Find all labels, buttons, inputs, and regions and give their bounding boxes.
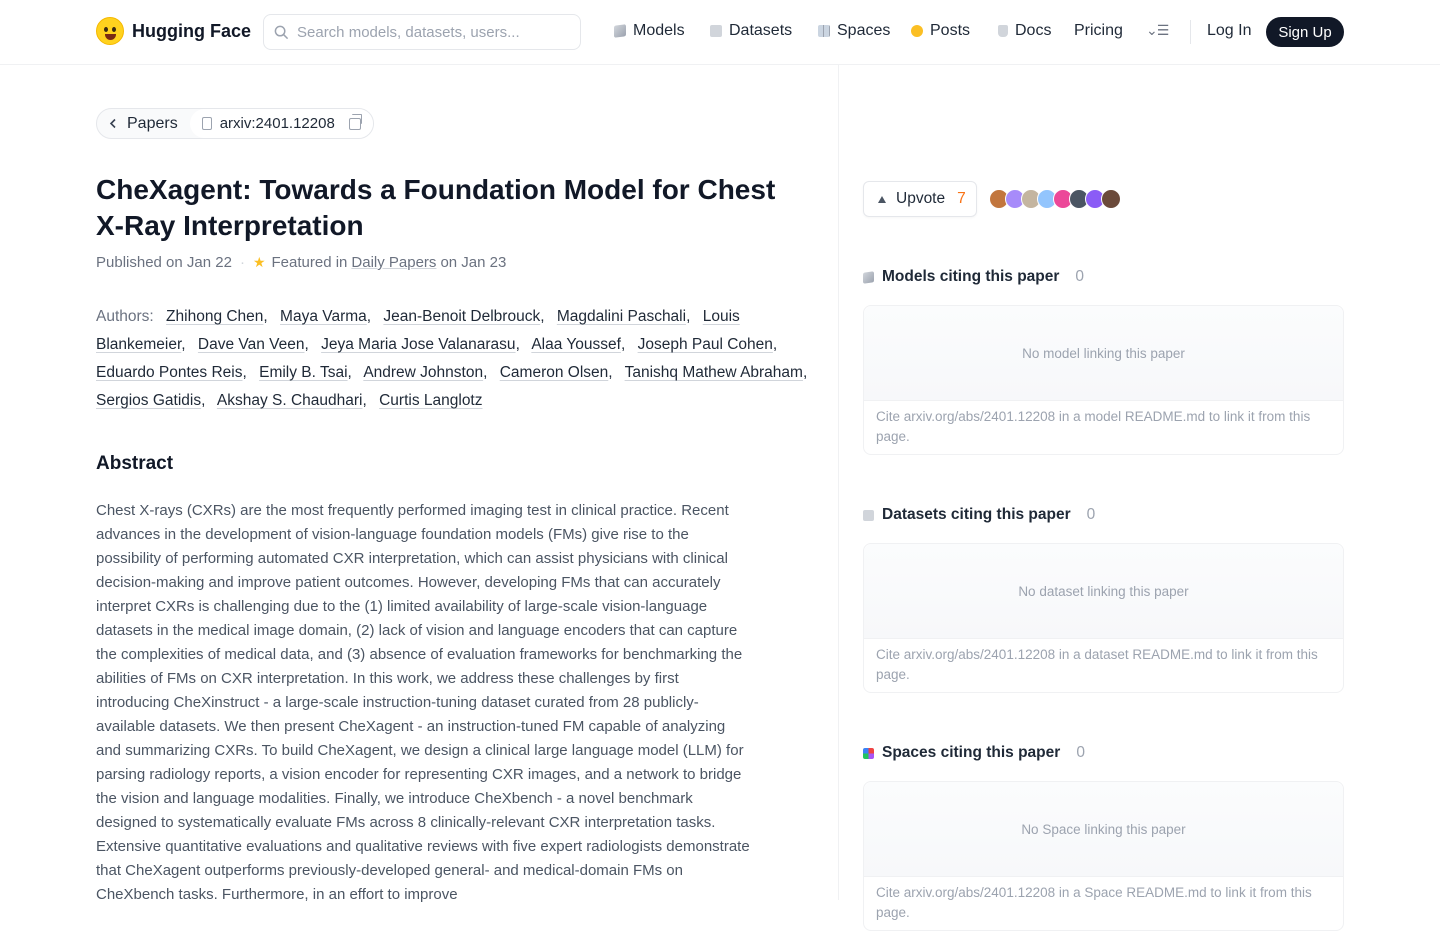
models-citing-title: Models citing this paper [882, 268, 1060, 285]
models-citing-count: 0 [1075, 268, 1085, 285]
published-date: Published on Jan 22 [96, 254, 232, 271]
author-link[interactable]: Emily B. Tsai [259, 364, 348, 381]
author-separator: , [608, 364, 613, 381]
chevron-left-icon [109, 118, 117, 129]
datasets-empty-state: No dataset linking this paper [864, 544, 1343, 639]
author-separator: , [242, 364, 247, 381]
models-icon [614, 24, 626, 38]
spaces-icon [818, 25, 830, 37]
author-separator: , [772, 336, 778, 353]
author-separator: , [515, 336, 520, 353]
author-separator: , [362, 392, 367, 409]
nav-datasets-label: Datasets [729, 22, 793, 39]
paper-meta [96, 254, 506, 271]
author-link[interactable]: Akshay S. Chaudhari [216, 392, 363, 409]
upvoter-avatar[interactable] [1101, 189, 1121, 209]
author-link[interactable]: Cameron Olsen [499, 364, 609, 381]
top-navbar [0, 0, 1440, 65]
more-menu-icon[interactable]: ⌄☰ [1146, 22, 1169, 38]
nav-spaces-label: Spaces [837, 22, 891, 39]
nav-posts[interactable] [911, 22, 970, 40]
signup-button[interactable]: Sign Up [1266, 17, 1344, 47]
author-separator: , [802, 364, 808, 381]
upvote-count: 7 [957, 190, 966, 207]
home-logo-link[interactable] [96, 17, 251, 45]
models-citing-box [863, 305, 1344, 455]
author-separator: , [483, 364, 488, 381]
breadcrumb [96, 108, 374, 139]
upvote-arrow-icon [878, 196, 886, 203]
authors-list [96, 303, 816, 415]
author-link[interactable]: Jean-Benoit Delbrouck [383, 308, 541, 325]
spaces-citing-heading [863, 744, 1085, 762]
upvote-button[interactable] [863, 181, 977, 217]
author-separator: , [686, 308, 691, 325]
nav-spaces[interactable] [818, 22, 890, 40]
author-link[interactable]: Joseph Paul Cohen [637, 336, 773, 353]
nav-docs-label: Docs [1015, 22, 1052, 39]
spaces-empty-state: No Space linking this paper [864, 782, 1343, 877]
datasets-citing-count: 0 [1086, 506, 1096, 523]
author-link[interactable]: Magdalini Paschali [556, 308, 687, 325]
models-citing-heading [863, 268, 1084, 286]
datasets-citing-title: Datasets citing this paper [882, 506, 1071, 523]
docs-icon [998, 25, 1008, 37]
author-link[interactable]: Curtis Langlotz [379, 392, 483, 409]
paper-id: arxiv:2401.12208 [219, 115, 335, 132]
meta-separator: · [239, 254, 245, 271]
document-icon [202, 117, 212, 130]
abstract-text: Chest X-rays (CXRs) are the most frequently performed imaging test in clinical practice. Recent advances in the development of vision-language foundation models (FMs) give rise to the possibility of performing automated CXR interpretation, which can assist physicians with clinical decision-making and improve patient outcomes. However, developing FMs that can accurately interpret CXRs is challenging due to the (1) limited availability of large-scale vision-language datasets in the medical image domain, (2) lack of vision and language encoders that can capture the complexities of medical data, and (3) absence of evaluation frameworks for benchmarking the abilities of FMs on CXR interpretation. In this work, we address these challenges by first introducing CheXinstruct - a large-scale instruction-tuning dataset curated from 28 publicly-available datasets. We then present CheXagent - an instruction-tuned FM capable of analyzing and summarizing CXRs. To build CheXagent, we design a clinical large language model (LLM) for parsing radiology reports, a vision encoder for representing CXR images, and a network to bridge the vision and language modalities. Finally, we introduce CheXbench - a novel benchmark designed to systematically evaluate FMs across 8 clinically-relevant CXR interpretation tasks. Extensive quantitative evaluations and qualitative reviews with five expert radiologists demonstrate that CheXagent outperforms previously-developed general- and medical-domain FMs on CheXbench tasks. Furthermore, in an effort to improve [96, 502, 750, 903]
spaces-cite-hint: Cite arxiv.org/abs/2401.12208 in a Space README.md to link it from this page. [876, 885, 1312, 920]
paper-title: CheXagent: Towards a Foundation Model for Chest X-Ray Interpretation [96, 174, 776, 241]
author-separator: , [347, 364, 352, 381]
spaces-citing-box [863, 781, 1344, 931]
datasets-cite-hint: Cite arxiv.org/abs/2401.12208 in a dataset README.md to link it from this page. [876, 647, 1318, 682]
daily-papers-link[interactable]: Daily Papers [351, 254, 437, 271]
author-link[interactable]: Dave Van Veen [197, 336, 305, 353]
author-link[interactable]: Louis Blankemeier [96, 308, 740, 353]
author-link[interactable]: Alaa Youssef [531, 336, 621, 353]
author-link[interactable]: Eduardo Pontes Reis [96, 364, 243, 381]
datasets-icon [863, 510, 874, 521]
spaces-icon [863, 748, 874, 759]
nav-pricing[interactable] [1074, 22, 1123, 40]
nav-models[interactable] [614, 22, 685, 40]
login-link[interactable]: Log In [1207, 22, 1252, 39]
author-separator: , [263, 308, 268, 325]
paper-id-chip [190, 109, 373, 138]
back-to-papers-link[interactable] [97, 109, 190, 138]
author-separator: , [201, 392, 206, 409]
author-separator: , [620, 336, 626, 353]
author-link[interactable]: Zhihong Chen [166, 308, 264, 325]
author-separator: , [540, 308, 545, 325]
author-separator: , [366, 308, 372, 325]
abstract-heading: Abstract [96, 453, 174, 474]
nav-posts-label: Posts [930, 22, 971, 39]
search-icon [274, 25, 289, 40]
datasets-icon [710, 25, 722, 37]
posts-icon [911, 25, 923, 37]
nav-docs[interactable] [998, 22, 1051, 40]
models-empty-state: No model linking this paper [864, 306, 1343, 401]
search-input[interactable] [297, 24, 567, 41]
datasets-citing-heading [863, 506, 1095, 524]
nav-pricing-label: Pricing [1074, 22, 1123, 39]
star-icon: ★ [252, 254, 266, 270]
copy-icon[interactable] [349, 118, 361, 130]
spaces-citing-title: Spaces citing this paper [882, 744, 1061, 761]
nav-models-label: Models [633, 22, 685, 39]
nav-divider [1190, 20, 1191, 44]
search-box[interactable] [263, 14, 581, 50]
back-label: Papers [127, 114, 178, 132]
spaces-citing-count: 0 [1076, 744, 1085, 761]
logo-text: Hugging Face [132, 20, 252, 41]
author-link[interactable]: Maya Varma [280, 308, 367, 325]
author-separator: , [181, 336, 186, 353]
models-cite-hint: Cite arxiv.org/abs/2401.12208 in a model README.md to link it from this page. [876, 409, 1311, 444]
author-link[interactable]: Sergios Gatidis [96, 392, 202, 409]
author-link[interactable]: Jeya Maria Jose Valanarasu [321, 336, 516, 353]
models-icon [863, 271, 874, 284]
featured-prefix: Featured in [271, 254, 348, 271]
upvoter-avatars[interactable] [989, 189, 1117, 209]
authors-label: Authors: [96, 308, 154, 325]
author-link[interactable]: Tanishq Mathew Abraham [624, 364, 803, 381]
author-separator: , [304, 336, 309, 353]
nav-datasets[interactable] [710, 22, 792, 40]
column-divider [838, 65, 839, 900]
upvote-label: Upvote [896, 190, 946, 207]
hugging-face-logo-icon [96, 17, 124, 45]
author-link[interactable]: Andrew Johnston [363, 364, 484, 381]
datasets-citing-box [863, 543, 1344, 693]
featured-suffix: on Jan 23 [440, 254, 507, 271]
